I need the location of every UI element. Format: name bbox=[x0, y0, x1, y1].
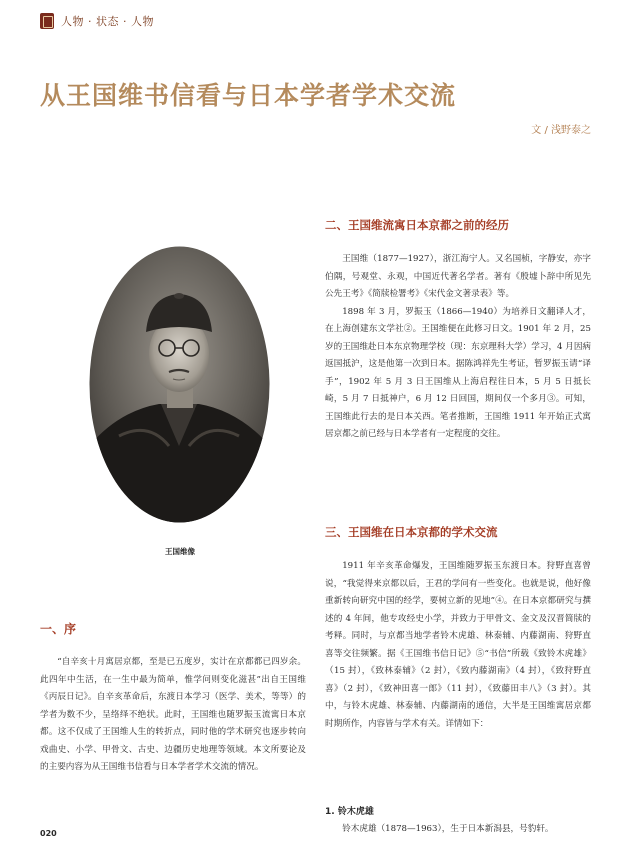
page-header bbox=[40, 12, 154, 30]
suzuki-paragraph: 铃木虎雄（1878—1963），生于日本新潟县，号豹轩。 bbox=[342, 824, 554, 834]
byline: 文 / 浅野泰之 bbox=[531, 125, 591, 136]
section-heading-before-kyoto: 二、王国维流寓日本京都之前的经历 bbox=[325, 218, 509, 232]
subsection-heading: 1. 铃木虎雄 bbox=[325, 807, 374, 817]
photo-caption: 王国维像 bbox=[165, 547, 195, 556]
portrait-image bbox=[89, 246, 270, 523]
intro-paragraph: “自辛亥十月寓居京都，至是已五度岁，实计在京都都已四岁余。此四年中生活，在一生中最为简单，惟学问则变化滋甚”出自王国维《丙辰日记》。自辛亥革命后，东渡日本学习（医学、美术，等等）的学者为数不少，呈络绎不绝状。此时，王国维也随罗振玉流寓日本京都。这不仅成了王国维人生的转折点，同时他的学术研究也逐步转向戏曲史、小学、甲骨文、古史、边疆历史地理等领域。本文所要论及的主要内容为从王国维书信看与日本学者学术交流的情况。 bbox=[40, 657, 306, 772]
section-tag: 人物 · 状态 · 人物 bbox=[61, 15, 154, 28]
article-title: 从王国维书信看与日本学者学术交流 bbox=[40, 81, 457, 110]
in-kyoto-text bbox=[325, 558, 591, 733]
page-number: 020 bbox=[40, 829, 57, 838]
section-heading-in-kyoto: 三、王国维在日本京都的学术交流 bbox=[325, 525, 498, 539]
before-kyoto-paragraph-1: 王国维（1877—1927），浙江海宁人。又名国桢，字静安，亦字伯隅，号观堂、永观，中国近代著名学者。著有《殷墟卜辞中所见先公先王考》《简牍检署考》《宋代金文著录表》等。 bbox=[325, 254, 591, 299]
in-kyoto-paragraph-1: 1911 年辛亥革命爆发，王国维随罗振玉东渡日本。狩野直喜曾说，“我觉得来京都以后，王君的学问有一些变化。也就是说，他好像重新转向研究中国的经学，要树立新的见地”④。在日本京都研究与撰述的 4 年间，他专攻经史小学，并致力于甲骨文、金文及汉晋简牍的考释。同时，与京都当地学者铃木虎雄、林泰辅、内藤湖南、狩野直喜等交往频繁。据《王国维书信日记》⑤“书信”所载《致铃木虎雄》（15 封），《致林泰辅》（2 封），《致内藤湖南》（4 封），《致狩野直喜》（2 封），《致神田喜一郎》（11 封），《致藤田丰八》（3 封）。其中，与铃木虎雄、林泰辅、内藤湖南的通信，大半是王国维寓居京都时期所作，内容皆与学术有关。详情如下： bbox=[325, 561, 591, 729]
portrait-photo bbox=[89, 246, 270, 523]
before-kyoto-paragraph-2: 1898 年 3 月，罗振玉（1866—1940）为培养日文翻译人才，在上海创建东文学社②。王国维便在此修习日文。1901 年 2 月，25 岁的王国维赴日本东京物理学校（现：东京理科大学）学习，4 月因病返国抵沪，这是他第一次到日本。据陈鸿祥先生考证，暂罗振玉请“译手”，1902 年 5 月 3 日王国维从上海启程往日本，5 月 5 日抵长崎，5 月 7 日抵神户，6 月 12 日回国，期间仅一个多月③。可知，王国维此行去的是日本关西。笔者推断，王国维 1911 年开始正式寓居京都之前已经与日本学者有一定程度的交往。 bbox=[325, 306, 592, 439]
intro-text bbox=[40, 654, 306, 777]
suzuki-text bbox=[325, 821, 591, 839]
section-heading-intro: 一、序 bbox=[40, 622, 77, 636]
before-kyoto-text bbox=[325, 251, 591, 444]
magazine-logo-icon bbox=[40, 13, 54, 29]
